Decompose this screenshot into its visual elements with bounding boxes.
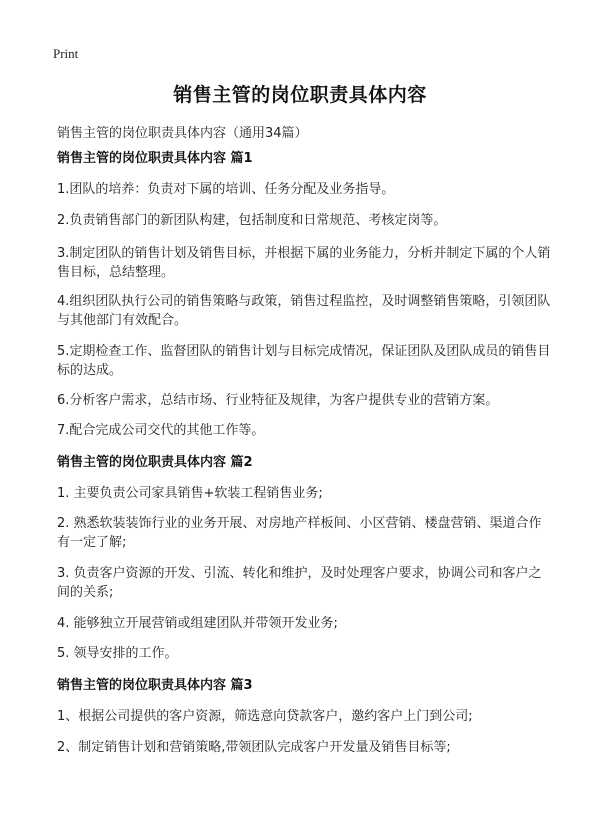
list-item: 3.制定团队的销售计划及销售目标，并根据下属的业务能力，分析并制定下属的个人销售目标，总结整理。: [57, 246, 551, 280]
list-item: 5.定期检查工作、监督团队的销售计划与目标完成情况，保证团队及团队成员的销售目标的达成。: [57, 344, 551, 378]
list-item: 2. 熟悉软装装饰行业的业务开展、对房地产样板间、小区营销、楼盘营销、渠道合作有一定了解;: [57, 516, 542, 550]
print-label: Print: [53, 46, 79, 61]
list-item: 7.配合完成公司交代的其他工作等。: [57, 423, 265, 438]
document-title: 销售主管的岗位职责具体内容: [173, 84, 427, 106]
list-item: 2、制定销售计划和营销策略,带领团队完成客户开发量及销售目标等;: [57, 740, 451, 755]
list-item: 6.分析客户需求，总结市场、行业特征及规律，为客户提供专业的营销方案。: [57, 393, 499, 408]
list-item: 3. 负责客户资源的开发、引流、转化和维护，及时处理客户要求，协调公司和客户之间的关系;: [57, 566, 542, 600]
document-subtitle: 销售主管的岗位职责具体内容（通用34篇）: [57, 126, 308, 141]
list-item: 1.团队的培养：负责对下属的培训、任务分配及业务指导。: [57, 182, 395, 197]
list-item: 1、根据公司提供的客户资源，筛选意向贷款客户，邀约客户上门到公司;: [57, 709, 473, 724]
section-heading: 销售主管的岗位职责具体内容 篇3: [57, 678, 253, 693]
list-item: 4.组织团队执行公司的销售策略与政策，销售过程监控，及时调整销售策略，引领团队与其他部门有效配合。: [57, 294, 551, 328]
list-item: 5. 领导安排的工作。: [57, 646, 178, 661]
section-heading: 销售主管的岗位职责具体内容 篇2: [57, 455, 253, 470]
section-heading: 销售主管的岗位职责具体内容 篇1: [57, 151, 253, 166]
list-item: 1. 主要负责公司家具销售+软装工程销售业务;: [57, 486, 323, 501]
list-item: 2.负责销售部门的新团队构建，包括制度和日常规范、考核定岗等。: [57, 213, 447, 228]
list-item: 4. 能够独立开展营销或组建团队并带领开发业务;: [57, 616, 338, 631]
